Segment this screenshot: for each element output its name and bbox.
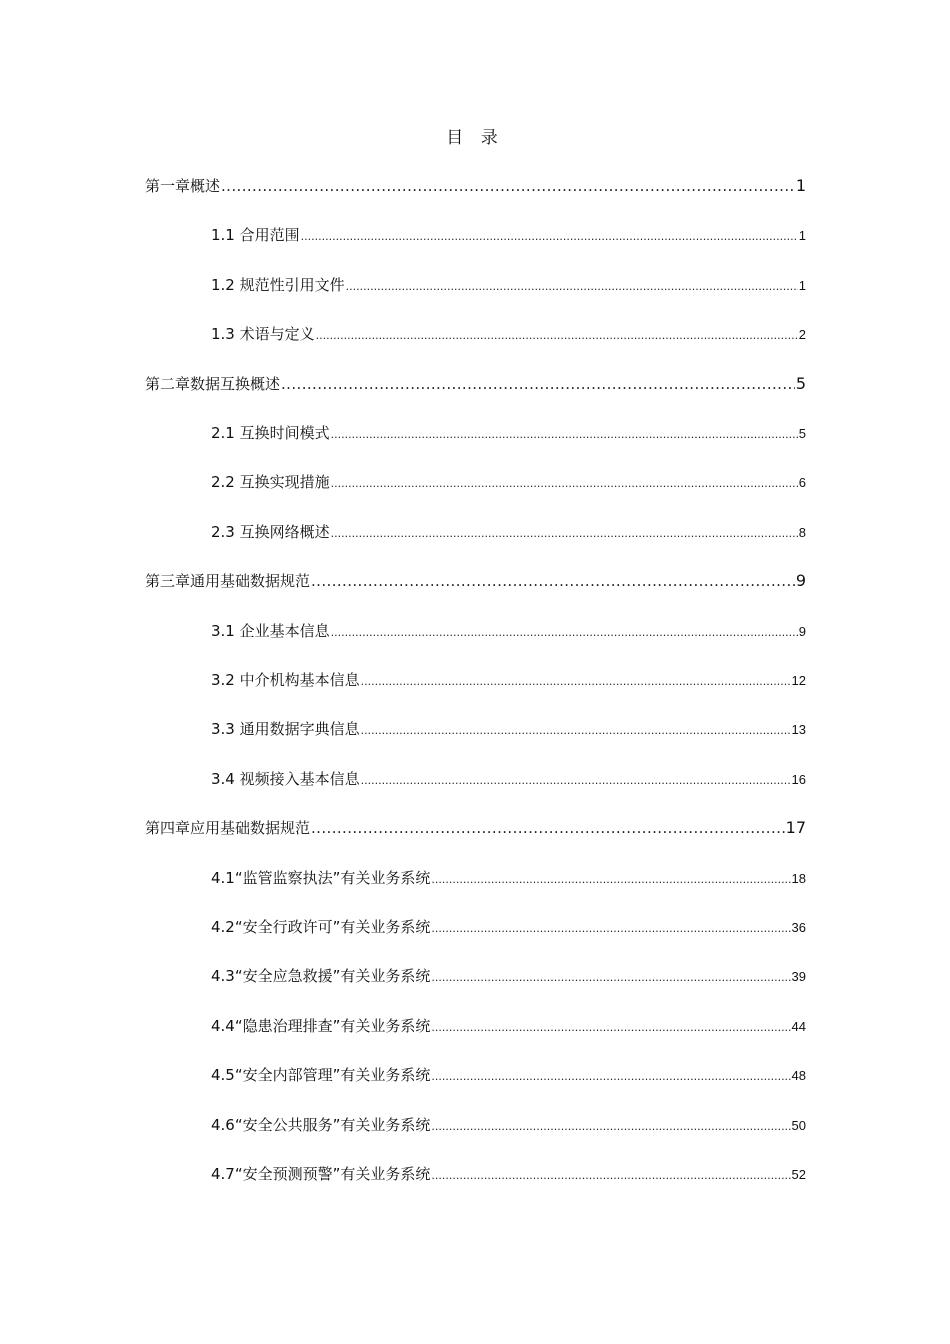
toc-chapter-entry[interactable]	[145, 370, 806, 398]
toc-chapter-entry[interactable]	[145, 567, 806, 595]
toc-entry-label: 第四章应用基础数据规范	[145, 819, 311, 838]
toc-section-entry[interactable]	[211, 1061, 806, 1089]
toc-section-entry[interactable]	[211, 419, 806, 447]
toc-page-number: 13	[791, 722, 806, 738]
toc-page-number: 5	[795, 373, 806, 393]
toc-section-entry[interactable]	[211, 1160, 806, 1188]
toc-page-number: 48	[791, 1068, 806, 1084]
toc-section-entry[interactable]	[211, 962, 806, 990]
toc-entry-label: 2.2 互换实现措施	[211, 473, 330, 492]
toc-entry-label: 4.2“安全行政许可”有关业务系统	[211, 918, 431, 936]
toc-entry-label: 2.1 互换时间模式	[211, 424, 330, 442]
toc-entry-label: 3.4 视频接入基本信息	[211, 769, 360, 788]
toc-page-number: 39	[791, 969, 806, 985]
toc-section-entry[interactable]	[211, 468, 806, 496]
toc-dot-leader	[431, 1160, 790, 1188]
toc-dot-leader	[316, 320, 798, 348]
toc-dot-leader	[346, 271, 798, 299]
toc-section-entry[interactable]	[211, 864, 806, 892]
toc-section-entry[interactable]	[211, 320, 806, 348]
toc-page-number: 1	[798, 277, 806, 293]
toc-entry-label: 第二章数据互换概述	[145, 374, 281, 393]
toc-section-entry[interactable]	[211, 271, 806, 299]
toc-page-number: 5	[798, 426, 806, 441]
toc-dot-leader	[331, 419, 798, 447]
page-title: 目 录	[446, 128, 504, 148]
toc-dot-leader	[311, 814, 785, 842]
toc-section-entry[interactable]	[211, 221, 806, 249]
toc-entry-label: 4.3“安全应急救援”有关业务系统	[211, 967, 431, 986]
toc-page-number: 36	[791, 920, 806, 935]
toc-dot-leader	[431, 913, 790, 941]
toc-section-entry[interactable]	[211, 666, 806, 694]
toc-entry-label: 4.5“安全内部管理”有关业务系统	[211, 1066, 431, 1085]
toc-entry-label: 4.1“监管监察执法”有关业务系统	[211, 868, 431, 887]
toc-section-entry[interactable]	[211, 518, 806, 546]
toc-page-number: 9	[798, 623, 806, 639]
toc-page-number: 6	[798, 475, 806, 491]
toc-dot-leader	[431, 962, 790, 990]
toc-chapter-entry[interactable]	[145, 172, 806, 200]
toc-dot-leader	[281, 370, 795, 398]
toc-page-number: 50	[791, 1117, 806, 1133]
toc-section-entry[interactable]	[211, 913, 806, 941]
toc-entry-label: 第三章通用基础数据规范	[145, 572, 311, 591]
toc-entry-label: 4.6“安全公共服务”有关业务系统	[211, 1115, 431, 1134]
toc-entry-label: 1.3 术语与定义	[211, 325, 315, 344]
toc-dot-leader	[331, 617, 798, 645]
toc-dot-leader	[431, 1111, 790, 1139]
toc-entry-label: 3.2 中介机构基本信息	[211, 671, 360, 689]
toc-page-number: 2	[798, 327, 806, 343]
toc-section-entry[interactable]	[211, 617, 806, 645]
toc-dot-leader	[331, 468, 798, 496]
toc-section-entry[interactable]	[211, 765, 806, 793]
toc-entry-label: 1.2 规范性引用文件	[211, 275, 345, 294]
toc-dot-leader	[311, 567, 795, 595]
toc-chapter-entry[interactable]	[145, 814, 806, 842]
toc-dot-leader	[361, 666, 791, 694]
toc-dot-leader	[431, 864, 790, 892]
toc-section-entry[interactable]	[211, 1111, 806, 1139]
toc-page-number: 1	[798, 228, 806, 244]
toc-page-number: 18	[791, 870, 806, 886]
toc-page-number: 12	[791, 673, 806, 688]
toc-dot-leader	[431, 1061, 790, 1089]
toc-dot-leader	[221, 172, 795, 200]
toc-page-number: 16	[791, 771, 806, 787]
toc-dot-leader	[361, 765, 791, 793]
toc-entry-label: 4.4“隐患治理排查”有关业务系统	[211, 1016, 431, 1035]
toc-dot-leader	[331, 518, 798, 546]
toc-page-number: 8	[798, 524, 806, 540]
toc-section-entry[interactable]	[211, 1012, 806, 1040]
toc-page-number: 17	[785, 818, 806, 838]
toc-entry-label: 3.3 通用数据字典信息	[211, 720, 360, 739]
toc-section-entry[interactable]	[211, 715, 806, 743]
toc-dot-leader	[431, 1012, 790, 1040]
toc-entry-label: 1.1 合用范围	[211, 226, 300, 245]
toc-entry-label: 2.3 互换网络概述	[211, 522, 330, 541]
toc-entry-label: 第一章概述	[145, 177, 221, 195]
toc-page-number: 1	[795, 176, 806, 195]
toc-dot-leader	[361, 715, 791, 743]
toc-dot-leader	[301, 221, 798, 249]
toc-page-number: 44	[791, 1018, 806, 1034]
toc-page-number: 52	[791, 1167, 806, 1182]
toc-entry-label: 4.7“安全预测预警”有关业务系统	[211, 1165, 431, 1183]
toc-page-number: 9	[795, 571, 806, 591]
toc-entry-label: 3.1 企业基本信息	[211, 621, 330, 640]
